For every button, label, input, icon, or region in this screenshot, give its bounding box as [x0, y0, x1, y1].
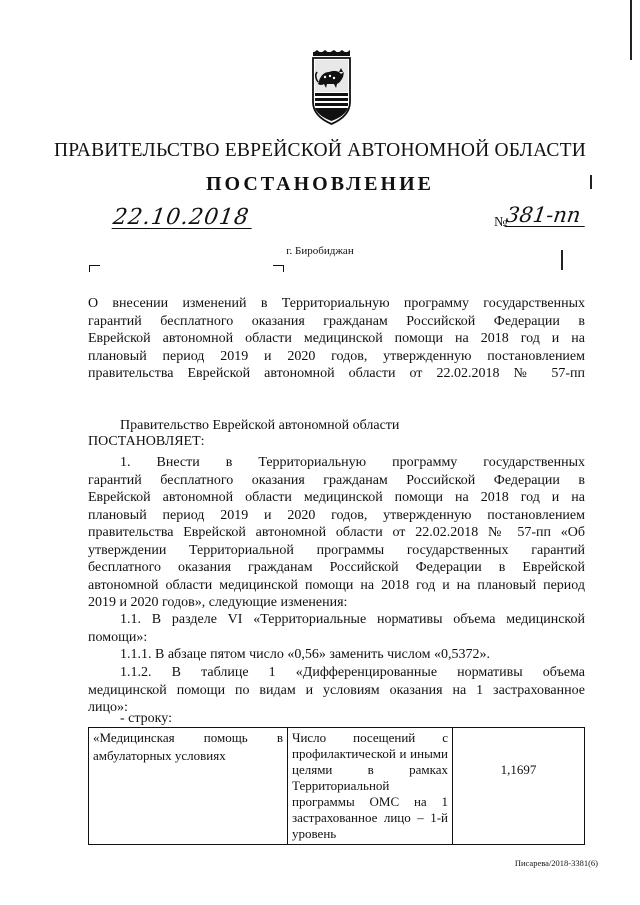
item-1-line: плановый период 2019 и 2020 годов, утвержденную постановлением	[88, 507, 585, 523]
item-1-1-paragraph	[88, 611, 585, 646]
document-reference: Писарева/2018-3381(6)	[514, 858, 598, 868]
item-1-1-2-line: 1.1.2. В таблице 1 «Дифференцированные нормативы объема	[120, 665, 585, 680]
date-value: 22.10.2018	[111, 205, 251, 230]
subject-line: О внесении изменений в Территориальную программу государственных	[88, 296, 585, 311]
table-cell-indicator: Число посещений с профилактической и иными целями в рамках Территориальной программы ОМС на 1 застрахованное лицо – 1-й уровень	[288, 728, 453, 845]
item-1-line: 2019 и 2020 годов», следующие изменения:	[88, 595, 348, 610]
subject-line: Еврейской автономной области медицинской помощи на 2018 год и на	[88, 331, 585, 346]
subject-bracket-left	[89, 265, 100, 272]
item-1-1-2-line: медицинской помощи по видам и условиям оказания на 1 застрахованное	[88, 682, 585, 698]
scan-mark	[590, 175, 592, 189]
item-1-line: гарантий бесплатного оказания гражданам Российской Федерации в	[88, 472, 585, 488]
intro-text: Правительство Еврейской автономной области	[120, 418, 400, 433]
item-1-paragraph	[88, 454, 585, 612]
item-1-1-2-paragraph	[88, 664, 585, 717]
item-1-line: утверждении Территориальной программы государственных гарантий	[88, 542, 585, 558]
number-sign: №	[494, 215, 508, 230]
subject-line: правительства Еврейской автономной области от 22.02.2018 № 57-пп	[88, 366, 585, 381]
item-1-1-2-line: лицо»:	[88, 700, 128, 715]
scan-mark	[561, 250, 563, 270]
item-1-line: 1. Внести в Территориальную программу государственных	[120, 455, 585, 470]
table-row	[89, 728, 585, 845]
item-1-1-line: помощи»:	[88, 629, 148, 645]
row-label: - строку:	[120, 711, 172, 726]
number-value: 381-пп	[504, 203, 583, 227]
item-1-line: бесплатного оказания гражданам Российской Федерации в Еврейской	[88, 560, 585, 575]
government-title: ПРАВИТЕЛЬСТВО ЕВРЕЙСКОЙ АВТОНОМНОЙ ОБЛАСТИ	[53, 140, 587, 161]
normatives-table-row	[88, 727, 585, 845]
decree-title: ПОСТАНОВЛЕНИЕ	[206, 173, 434, 195]
handwritten-number	[504, 203, 588, 231]
table-cell-value: 1,1697	[453, 728, 585, 845]
item-1-1-line: 1.1. В разделе VI «Территориальные нормативы объема медицинской	[120, 612, 585, 627]
subject-bracket-right	[273, 265, 284, 272]
item-1-line: Еврейской автономной области медицинской помощи на 2018 год и на	[88, 490, 585, 505]
table-cell-care-type: «Медицинская помощь в амбулаторных условиях	[89, 728, 288, 845]
decrees-word: ПОСТАНОВЛЯЕТ:	[88, 434, 205, 449]
item-1-line: автономной области медицинской помощи на 2018 год и на плановый период	[88, 577, 585, 593]
subject-line: гарантий бесплатного оказания гражданам Российской Федерации в	[88, 313, 585, 329]
coat-of-arms-emblem	[309, 50, 354, 127]
decree-subject	[88, 295, 585, 383]
handwritten-date	[111, 205, 255, 233]
scan-edge-mark	[630, 0, 632, 60]
item-1-line: правительства Еврейской автономной области от 22.02.2018 № 57-пп «Об	[88, 525, 585, 540]
subject-line: плановый период 2019 и 2020 годов, утвержденную постановлением	[88, 348, 585, 364]
item-1-1-1-paragraph: 1.1.1. В абзаце пятом число «0,56» заменить числом «0,5372».	[120, 647, 490, 662]
city-label: г. Биробиджан	[286, 245, 354, 257]
